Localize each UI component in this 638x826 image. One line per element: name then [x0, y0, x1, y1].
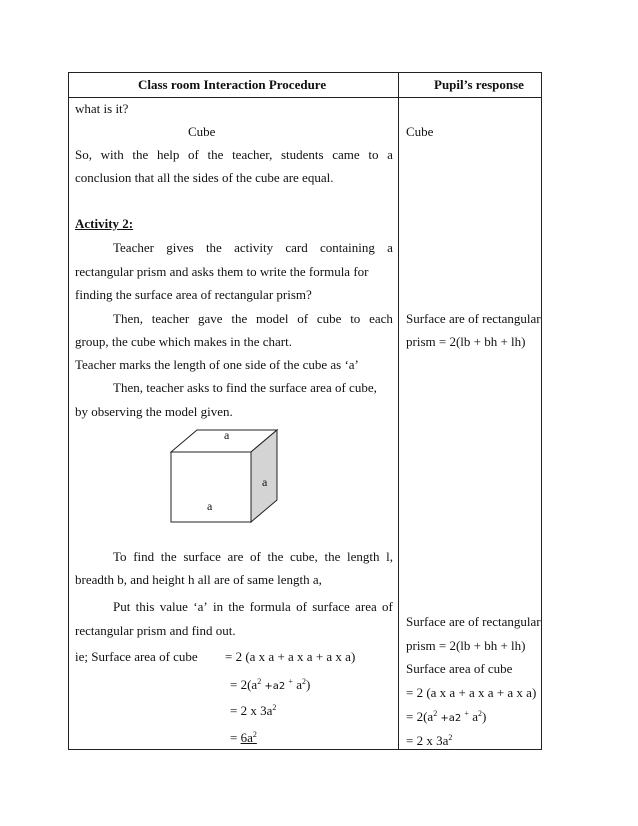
para1-line-1: Teacher gives the activity card containing a [113, 240, 393, 255]
column-divider [398, 73, 399, 749]
question-text: what is it? [75, 101, 129, 116]
para3-line: Teacher marks the length of one side of the cube as ‘a’ [75, 357, 359, 372]
response-formula-line-1: Surface are of rectangular [406, 311, 541, 326]
para4-line-1: Then, teacher asks to find the surface area of cube, [113, 380, 377, 395]
response2-line-6: = 2 x $3a^2$ [406, 733, 453, 748]
cube-label-top: a [224, 428, 230, 442]
header-divider [69, 97, 541, 98]
para6-line-2: rectangular prism and find out. [75, 623, 236, 638]
para5-line-2: breadth b, and height h all are of same length a, [75, 572, 322, 587]
para6-line-1: Put this value ‘a’ in the formula of surface area of [113, 599, 393, 614]
response2-line-5: = $2(a^2 +a2$ + $a^2$) [406, 709, 487, 724]
equation-step-4: = $6a^2$ [230, 730, 257, 745]
equation-step-1: = 2 (a x a + a x a + a x a) [225, 649, 356, 664]
final-answer: $6a^2$ [240, 730, 257, 745]
response-formula-line-2: prism = 2(lb + bh + lh) [406, 334, 526, 349]
response2-line-1: Surface are of rectangular [406, 614, 541, 629]
cube-label-front: a [207, 499, 213, 513]
header-procedure: Class room Interaction Procedure [138, 77, 327, 92]
para2-line-2: group, the cube which makes in the chart. [75, 334, 292, 349]
conclusion-line-1: So, with the help of the teacher, students came to a [75, 147, 393, 162]
activity-heading: Activity 2: [75, 216, 134, 231]
para1-line-2: rectangular prism and asks them to write the formula for [75, 264, 369, 279]
answer-cube: Cube [188, 124, 216, 139]
equation-intro: ie; Surface area of cube [75, 649, 198, 664]
para2-line-1: Then, teacher gave the model of cube to each [113, 311, 393, 326]
response-cube: Cube [406, 124, 434, 139]
para4-line-2: by observing the model given. [75, 404, 233, 419]
conclusion-line-2: conclusion that all the sides of the cube are equal. [75, 170, 334, 185]
para1-line-3: finding the surface area of rectangular prism? [75, 287, 312, 302]
equation-step-2: = $2(a^2 +a2$ + $a^2$) [230, 677, 311, 692]
header-response: Pupil’s response [434, 77, 524, 92]
response2-line-3: Surface area of cube [406, 661, 513, 676]
response2-line-2: prism = 2(lb + bh + lh) [406, 638, 526, 653]
cube-label-side: a [262, 475, 268, 489]
para5-line-1: To find the surface are of the cube, the length l, [113, 549, 393, 564]
response2-line-4: = 2 (a x a + a x a + a x a) [406, 685, 537, 700]
equation-step-3: = 2 x $3a^2$ [230, 703, 277, 718]
